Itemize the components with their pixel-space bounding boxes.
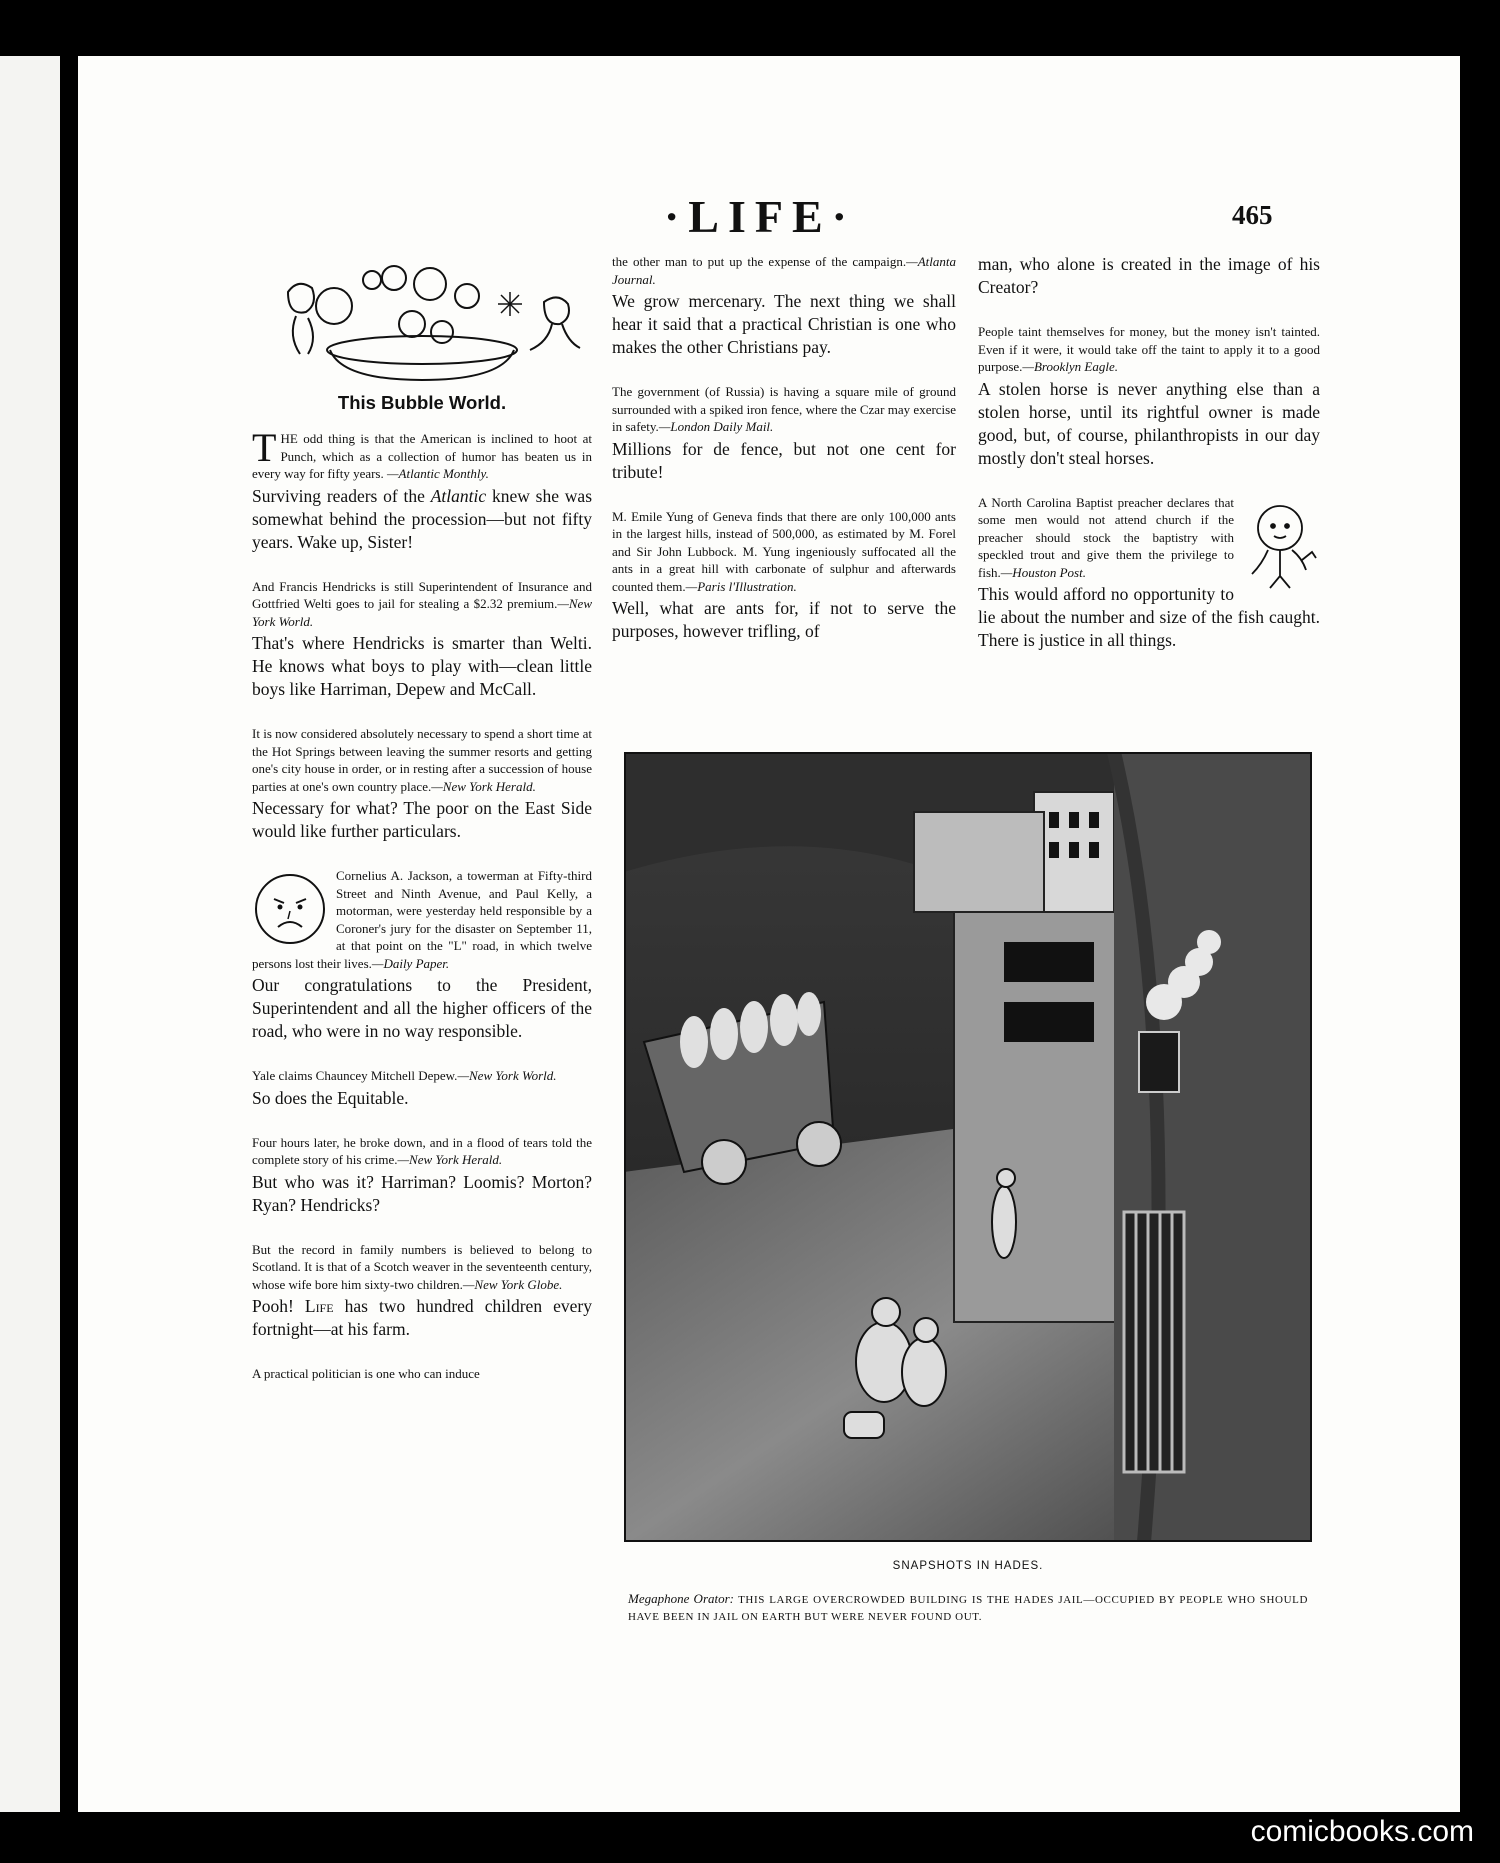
quote-politician-start: A practical politician is one who can induce	[252, 1366, 480, 1381]
masthead-title: ·LIFE·	[663, 191, 857, 242]
quote-czar: The government (of Russia) is having a square mile of ground surrounded with a spiked iron fence, where the Czar may exercise in safety.—London Daily Mail.	[612, 384, 956, 434]
comment-scotland: Pooh! Life has two hundred children every fortnight—at his farm.	[252, 1296, 593, 1339]
comment-atlantic: Surviving readers of the Atlantic knew she was somewhat behind the procession—but not fifty years. Wake up, Sister!	[252, 485, 593, 552]
quote-hot-springs: It is now considered absolutely necessary to spend a short time at the Hot Springs between leaving the summer resorts and getting one's city house in order, or in resting after a succession of house parties at one's own country place.—New York Herald.	[252, 726, 592, 794]
comment-czar: Millions for de fence, but not one cent for tribute!	[612, 438, 956, 482]
quote-yale: Yale claims Chauncey Mitchell Depew.—New York World.	[252, 1068, 557, 1083]
section-title: This Bubble World.	[337, 392, 507, 413]
illustration-caption: Megaphone Orator: THIS LARGE OVERCROWDED BUILDING IS THE HADES JAIL—OCCUPIED BY PEOPLE WHO SHOULD HAVE BEEN IN JAIL ON EARTH BUT WERE NEVER FOUND OUT.	[628, 1591, 1308, 1623]
illustration-caption-title: SNAPSHOTS IN HADES.	[892, 1560, 1044, 1572]
frowning-face-icon	[252, 871, 328, 947]
facing-page-edge	[0, 56, 60, 1812]
comment-coroner: Our congratulations to the President, Superintendent and all the higher officers of the road, who were in no way responsible.	[252, 975, 592, 1041]
comment-taint: A stolen horse is never anything else than a stolen horse, until its rightful owner is made good, but, of course, philanthropists in our day mostly don't steal horses.	[978, 378, 1320, 468]
drop-cap: T	[252, 425, 277, 470]
comment-politician: We grow mercenary. The next thing we shall hear it said that a practical Christian is one who makes the other Christians pay.	[612, 291, 956, 357]
quote-coroner: Cornelius A. Jackson, a towerman at Fifty-third Street and Ninth Avenue, and Paul Kelly, a motorman, were yesterday held responsible by a Coroner's jury for the disaster on September 11, at that point on the "L" road, in which twelve persons lost their lives.—Daily Paper.	[252, 868, 592, 971]
page-number: 465	[1232, 200, 1273, 230]
caption-speaker: Megaphone Orator:	[628, 1591, 735, 1606]
comment-confession: But who was it? Harriman? Loomis? Morton? Ryan? Hendricks?	[252, 1171, 592, 1215]
quote-hendricks: And Francis Hendricks is still Superintendent of Insurance and Gottfried Welti goes to jail for stealing a $2.32 premium.—New York World.	[252, 578, 592, 629]
comment-ants-end: man, who alone is created in the image of his Creator?	[978, 254, 1320, 297]
hades-jail-illustration	[624, 752, 1312, 1542]
quote-scotland: But the record in family numbers is believed to belong to Scotland. It is that of a Scotch weaver in the seventeenth century, whose wife bore him sixty-two children.—New York Globe.	[252, 1241, 592, 1292]
quote-politician-end: the other man to put up the expense of the campaign.—Atlanta Journal.	[612, 254, 956, 287]
quote-preacher: A North Carolina Baptist preacher declares that some men would not attend church if the preacher should stock the baptistry with speckled trout and give them the privilege to fish.—Houston Post.	[978, 494, 1320, 582]
quote-atlantic: THE odd thing is that the American is inclined to hoot at Punch, which as a collection of humor has beaten us in every way for fifty years. —Atlantic Monthly.	[252, 425, 592, 481]
comment-ants-start: Well, what are ants for, if not to serve the purposes, however trifling, of	[612, 598, 956, 641]
quote-ants: M. Emile Yung of Geneva finds that there are only 100,000 ants in the largest hills, instead of 500,000, as estimated by M. Forel and Sir John Lubbock. M. Yung ingeniously suffocated all the ants in a great hill with carbonate of sulphur and afterwards counted them.—Paris l'Illustration.	[612, 508, 956, 594]
round-faced-kid-illustration	[1240, 494, 1320, 594]
comment-yale: So does the Equitable.	[252, 1087, 409, 1108]
column-middle	[612, 253, 956, 643]
site-watermark: comicbooks.com	[1250, 1815, 1474, 1848]
column-left	[252, 262, 592, 1383]
quote-taint: People taint themselves for money, but the money isn't tainted. Even if it were, it would take off the taint to apply it to a good purpose.—Brooklyn Eagle.	[978, 324, 1320, 374]
comment-preacher: This would afford no opportunity to lie about the number and size of the fish caught. There is justice in all things.	[978, 584, 1320, 650]
comment-hendricks: That's where Hendricks is smarter than Welti. He knows what boys to play with—clean little boys like Harriman, Depew and McCall.	[252, 633, 592, 699]
source-atlantic: —Atlantic Monthly.	[387, 466, 489, 481]
cherubs-bubbles-illustration	[252, 262, 592, 382]
column-right	[978, 253, 1320, 652]
comment-hot-springs: Necessary for what? The poor on the East Side would like further particulars.	[252, 798, 592, 841]
quote-confession: Four hours later, he broke down, and in a flood of tears told the complete story of his crime.—New York Herald.	[252, 1134, 592, 1167]
